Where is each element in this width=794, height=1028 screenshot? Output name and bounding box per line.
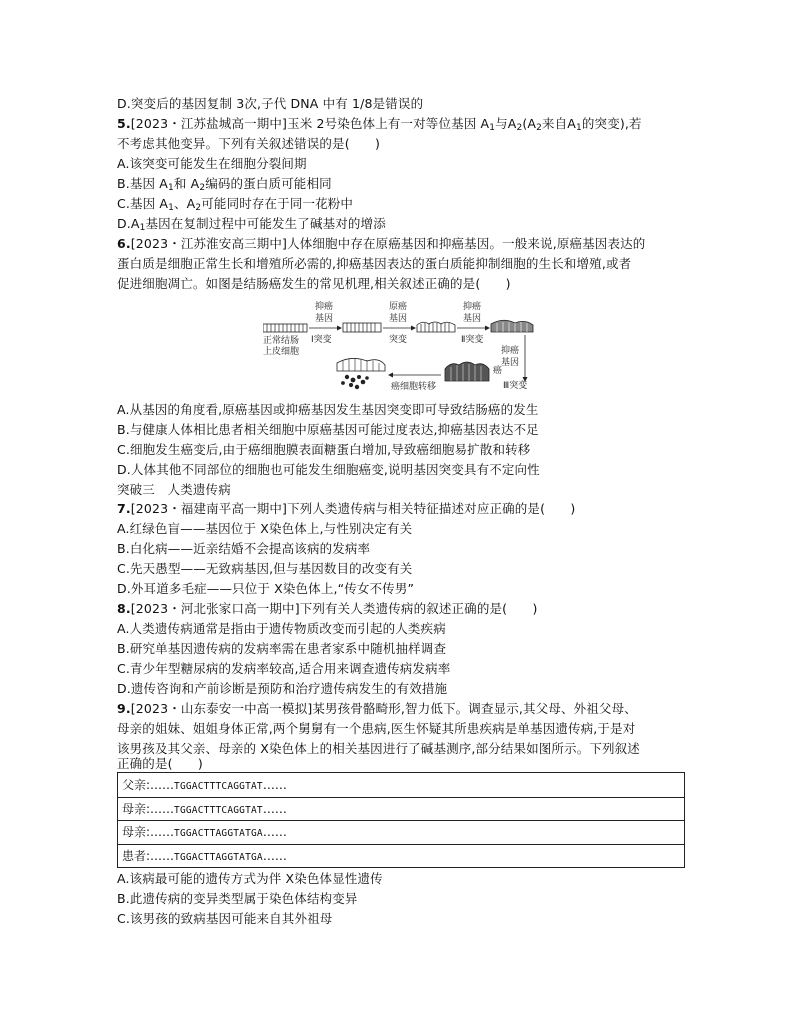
q6-stem-line1: 6.[2023・江苏淮安高三期中]人体细胞中存在原癌基因和抑癌基因。一般来说,原癌基因表达的 [117, 236, 646, 251]
q6-option-c: C.细胞发生癌变后,由于癌细胞膜表面糖蛋白增加,导致癌细胞易扩散和转移 [117, 442, 531, 457]
arrow-1-head-icon [337, 326, 342, 331]
q9-option-a: A.该病最可能的遗传方式为伴 X染色体显性遗传 [117, 871, 383, 886]
row-divider [118, 844, 684, 845]
colon-cancer-diagram [263, 297, 538, 397]
cancer-label: 癌 [493, 366, 503, 376]
step2-mid-label: 基因 [389, 314, 408, 324]
q5-option-b: B.基因 $A_1$和 $A_2$编码的蛋白质可能相同 [117, 176, 332, 193]
normal-cell-row-icon [263, 324, 307, 332]
q9-number: 9. [117, 701, 131, 716]
q9-stem-line2: 母亲的姐妹、姐姐身体正常,两个舅舅有一个患病,医生怀疑其所患疾病是单基因遗传病,于是对 [117, 721, 636, 736]
row-divider [118, 820, 684, 821]
step3-bottom-label: Ⅱ突变 [461, 335, 484, 345]
q5-number: 5. [117, 116, 131, 131]
sequence-row: 患者:……TGGACTTAGGTATGA…… [122, 849, 287, 863]
q6-option-d: D.人体其他不同部位的细胞也可能发生细胞癌变,说明基因突变具有不定向性 [117, 462, 540, 477]
step3-top-label: 抑癌 [463, 302, 482, 312]
q8-option-d: D.遗传咨询和产前诊断是预防和治疗遗传病发生的有效措施 [117, 681, 448, 696]
q6-option-b: B.与健康人体相比患者相关细胞中原癌基因可能过度表达,抑癌基因表达不足 [117, 422, 539, 437]
q5-option-a: A.该突变可能发生在细胞分裂间期 [117, 156, 307, 171]
q6-stem-line3: 促进细胞凋亡。如图是结肠癌发生的常见机理,相关叙述正确的是( ) [117, 276, 511, 291]
normal-cell-label-2: 上皮细胞 [263, 347, 300, 357]
transfer-label: 癌细胞转移 [391, 382, 437, 392]
step4-top-label: 抑癌 [501, 346, 520, 356]
step1-top-label: 抑癌 [315, 302, 334, 312]
q9-stem-line1: 9.[2023・山东泰安一中高一模拟]某男孩骨骼畸形,智力低下。调查显示,其父母、外祖父母、 [117, 701, 637, 716]
metastasis-cells-icon [337, 358, 385, 389]
q7-number: 7. [117, 501, 131, 516]
q7-option-d: D.外耳道多毛症——只位于 X染色体上,“传女不传男” [117, 581, 415, 596]
q9-option-b: B.此遗传病的变异类型属于染色体结构变异 [117, 891, 358, 906]
arrow-5-head-icon [388, 373, 393, 378]
step4-bottom-label: Ⅲ突变 [503, 381, 528, 391]
q4-option-d: D.突变后的基因复制 3次,子代 DNA 中有 1/8是错误的 [117, 96, 424, 111]
q8-option-b: B.研究单基因遗传病的发病率需在患者家系中随机抽样调查 [117, 641, 447, 656]
step1-mid-label: 基因 [315, 314, 334, 324]
step2-top-label: 原癌 [389, 302, 408, 312]
q9-stem-line4: 正确的是( ) [117, 756, 203, 771]
q9-option-c: C.该男孩的致病基因可能来自其外祖母 [117, 911, 333, 926]
sequence-row: 母亲:……TGGACTTTCAGGTAT…… [122, 802, 287, 816]
sequence-row: 母亲:……TGGACTTAGGTATGA…… [122, 825, 287, 839]
q6-stem-line2: 蛋白质是细胞正常生长和增殖所必需的,抑癌基因表达的蛋白质能抑制细胞的生长和增殖,或者 [117, 256, 632, 271]
step3-mid-label: 基因 [463, 314, 482, 324]
q5-stem-line1: 5.[2023・江苏盐城高一期中]玉米 2号染色体上有一对等位基因 $A_1$与$A_2(A_2$来自$A_1$的突变),若 [117, 116, 642, 133]
q9-stem-line3: 该男孩及其父亲、母亲的 X染色体上的相关基因进行了碱基测序,部分结果如图所示。下列叙述 [117, 741, 640, 756]
q8-stem: 8.[2023・河北张家口高一期中]下列有关人类遗传病的叙述正确的是( ) [117, 601, 538, 616]
q7-option-c: C.先天愚型——无致病基因,但与基因数目的改变有关 [117, 561, 413, 576]
cell-row-3-icon [417, 322, 455, 332]
q7-stem: 7.[2023・福建南平高一期中]下列人类遗传病与相关特征描述对应正确的是( ) [117, 501, 576, 516]
q5-stem-line2: 不考虑其他变异。下列有关叙述错误的是( ) [117, 136, 381, 151]
row-divider [118, 797, 684, 798]
q8-option-c: C.青少年型糖尿病的发病率较高,适合用来调查遗传病发病率 [117, 661, 451, 676]
cell-row-4-icon [491, 320, 533, 332]
q7-option-b: B.白化病——近亲结婚不会提高该病的发病率 [117, 541, 371, 556]
q5-option-c: C.基因 $A_1$、$A_2$可能同时存在于同一花粉中 [117, 196, 354, 213]
step4-mid-label: 基因 [501, 358, 520, 368]
sequence-row: 父亲:……TGGACTTTCAGGTAT…… [122, 778, 287, 792]
tumor-cells-icon [445, 362, 489, 381]
q6-option-a: A.从基因的角度看,原癌基因或抑癌基因发生基因突变即可导致结肠癌的发生 [117, 402, 539, 417]
q5-option-d: $D.A_1$基因在复制过程中可能发生了碱基对的增添 [117, 216, 386, 233]
arrow-3-head-icon [485, 326, 490, 331]
cell-row-2-icon [343, 323, 381, 332]
q7-option-a: A.红绿色盲——基因位于 X染色体上,与性别决定有关 [117, 521, 413, 536]
q8-number: 8. [117, 601, 131, 616]
q8-option-a: A.人类遗传病通常是指由于遗传物质改变而引起的人类疾病 [117, 621, 446, 636]
q6-number: 6. [117, 236, 131, 251]
arrow-2-head-icon [411, 326, 416, 331]
step1-bottom-label: Ⅰ突变 [311, 335, 332, 345]
sequence-table [117, 772, 685, 868]
step2-bottom-label: 突变 [389, 335, 408, 345]
normal-cell-label: 正常结肠 [263, 336, 300, 346]
section-heading: 突破三 人类遗传病 [117, 482, 231, 497]
